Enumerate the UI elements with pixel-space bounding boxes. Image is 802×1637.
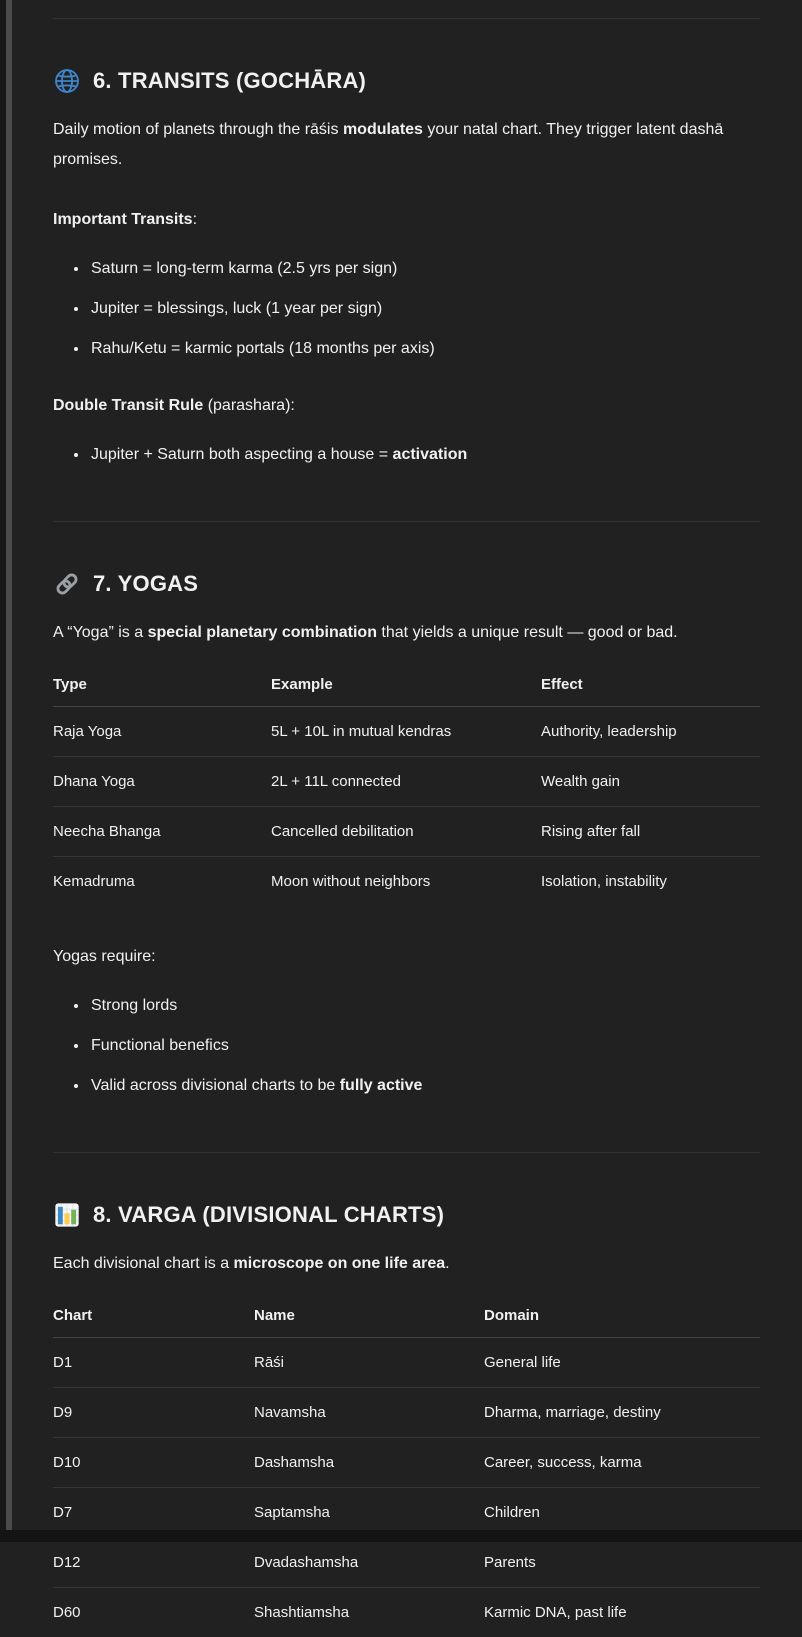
list-item <box>89 297 760 321</box>
table-cell: Moon without neighbors <box>271 857 541 907</box>
table-cell: D60 <box>53 1588 254 1637</box>
text-run: Saturn = long-term karma (2.5 yrs per sign) <box>91 260 397 277</box>
table-row <box>53 1538 760 1588</box>
text-run: Strong lords <box>91 997 177 1014</box>
table-cell: Neecha Bhanga <box>53 807 271 857</box>
table-cell: Dharma, marriage, destiny <box>484 1388 760 1438</box>
table-cell: Dvadashamsha <box>254 1538 484 1588</box>
text-run: . <box>445 1255 449 1272</box>
text-run: (parashara): <box>203 397 295 414</box>
transits-lead-double-transit <box>53 391 745 421</box>
text-run: : <box>193 211 197 228</box>
text-run: Jupiter + Saturn both aspecting a house = <box>91 446 393 463</box>
table-cell: Authority, leadership <box>541 707 760 757</box>
globe-icon <box>53 67 81 95</box>
table-cell: Rāśi <box>254 1338 484 1388</box>
bar-chart-icon <box>53 1201 81 1229</box>
column-header: Type <box>53 676 271 707</box>
transits-lead-important <box>53 205 745 235</box>
table-header-row <box>53 1307 760 1338</box>
yogas-require-lead: Yogas require: <box>53 942 745 972</box>
divider <box>53 18 760 19</box>
yoga-table <box>53 676 760 906</box>
varga-table <box>53 1307 760 1637</box>
text-run-bold: modulates <box>343 121 423 138</box>
transits-intro <box>53 115 745 175</box>
table-row <box>53 807 760 857</box>
table-cell: Kemadruma <box>53 857 271 907</box>
section-heading-yogas <box>53 570 760 598</box>
text-run-bold: Double Transit Rule <box>53 397 203 414</box>
table-cell: Karmic DNA, past life <box>484 1588 760 1637</box>
table-cell: D10 <box>53 1438 254 1488</box>
text-run: Valid across divisional charts to be <box>91 1077 340 1094</box>
section-heading-transits <box>53 67 760 95</box>
table-row <box>53 1338 760 1388</box>
table-cell: Isolation, instability <box>541 857 760 907</box>
transits-bullet-list <box>53 257 760 361</box>
table-cell: D1 <box>53 1338 254 1388</box>
table-cell: Cancelled debilitation <box>271 807 541 857</box>
yogas-require-list <box>53 994 760 1098</box>
table-row <box>53 1588 760 1637</box>
table-cell: Parents <box>484 1538 760 1588</box>
table-row <box>53 1438 760 1488</box>
table-cell: Career, success, karma <box>484 1438 760 1488</box>
section-title: 8. VARGA (DIVISIONAL CHARTS) <box>93 1201 444 1229</box>
text-run: Functional benefics <box>91 1037 229 1054</box>
column-header: Example <box>271 676 541 707</box>
table-cell: Dashamsha <box>254 1438 484 1488</box>
text-run: Each divisional chart is a <box>53 1255 234 1272</box>
text-run-bold: microscope on one life area <box>234 1255 446 1272</box>
list-item <box>89 994 760 1018</box>
link-icon <box>53 570 81 598</box>
column-header: Chart <box>53 1307 254 1338</box>
varga-intro <box>53 1249 745 1279</box>
column-header: Domain <box>484 1307 760 1338</box>
text-run: that yields a unique result — good or bad. <box>377 624 678 641</box>
table-cell: General life <box>484 1338 760 1388</box>
table-cell: Wealth gain <box>541 757 760 807</box>
text-run: Rahu/Ketu = karmic portals (18 months per axis) <box>91 340 435 357</box>
table-cell: D12 <box>53 1538 254 1588</box>
list-item <box>89 443 760 467</box>
divider <box>53 1152 760 1153</box>
table-row <box>53 857 760 907</box>
divider <box>53 521 760 522</box>
scrollbar[interactable] <box>6 0 12 1530</box>
list-item <box>89 257 760 281</box>
list-item <box>89 1074 760 1098</box>
text-run-bold: Important Transits <box>53 211 193 228</box>
table-header-row <box>53 676 760 707</box>
text-run-bold: activation <box>393 446 468 463</box>
table-cell: Saptamsha <box>254 1488 484 1538</box>
list-item <box>89 337 760 361</box>
table-cell: Dhana Yoga <box>53 757 271 807</box>
table-cell: 5L + 10L in mutual kendras <box>271 707 541 757</box>
table-row <box>53 1388 760 1438</box>
bottom-bar <box>0 1530 802 1542</box>
column-header: Effect <box>541 676 760 707</box>
text-run-bold: special planetary combination <box>148 624 377 641</box>
section-title: 6. TRANSITS (GOCHĀRA) <box>93 67 366 95</box>
table-cell: Children <box>484 1488 760 1538</box>
table-cell: Shashtiamsha <box>254 1588 484 1637</box>
table-cell: Raja Yoga <box>53 707 271 757</box>
table-cell: D7 <box>53 1488 254 1538</box>
table-cell: Navamsha <box>254 1388 484 1438</box>
text-run: your natal chart. They trigger latent dashā promises. <box>53 121 723 168</box>
text-run: Daily motion of planets through the rāśis <box>53 121 343 138</box>
table-row <box>53 707 760 757</box>
column-header: Name <box>254 1307 484 1338</box>
table-cell: Rising after fall <box>541 807 760 857</box>
list-item <box>89 1034 760 1058</box>
section-heading-varga <box>53 1201 760 1229</box>
table-cell: 2L + 11L connected <box>271 757 541 807</box>
double-transit-bullet-list <box>53 443 760 467</box>
text-run: Jupiter = blessings, luck (1 year per sign) <box>91 300 382 317</box>
text-run-bold: fully active <box>340 1077 423 1094</box>
section-title: 7. YOGAS <box>93 570 198 598</box>
yogas-intro <box>53 618 745 648</box>
text-run: A “Yoga” is a <box>53 624 148 641</box>
table-row <box>53 757 760 807</box>
table-cell: D9 <box>53 1388 254 1438</box>
